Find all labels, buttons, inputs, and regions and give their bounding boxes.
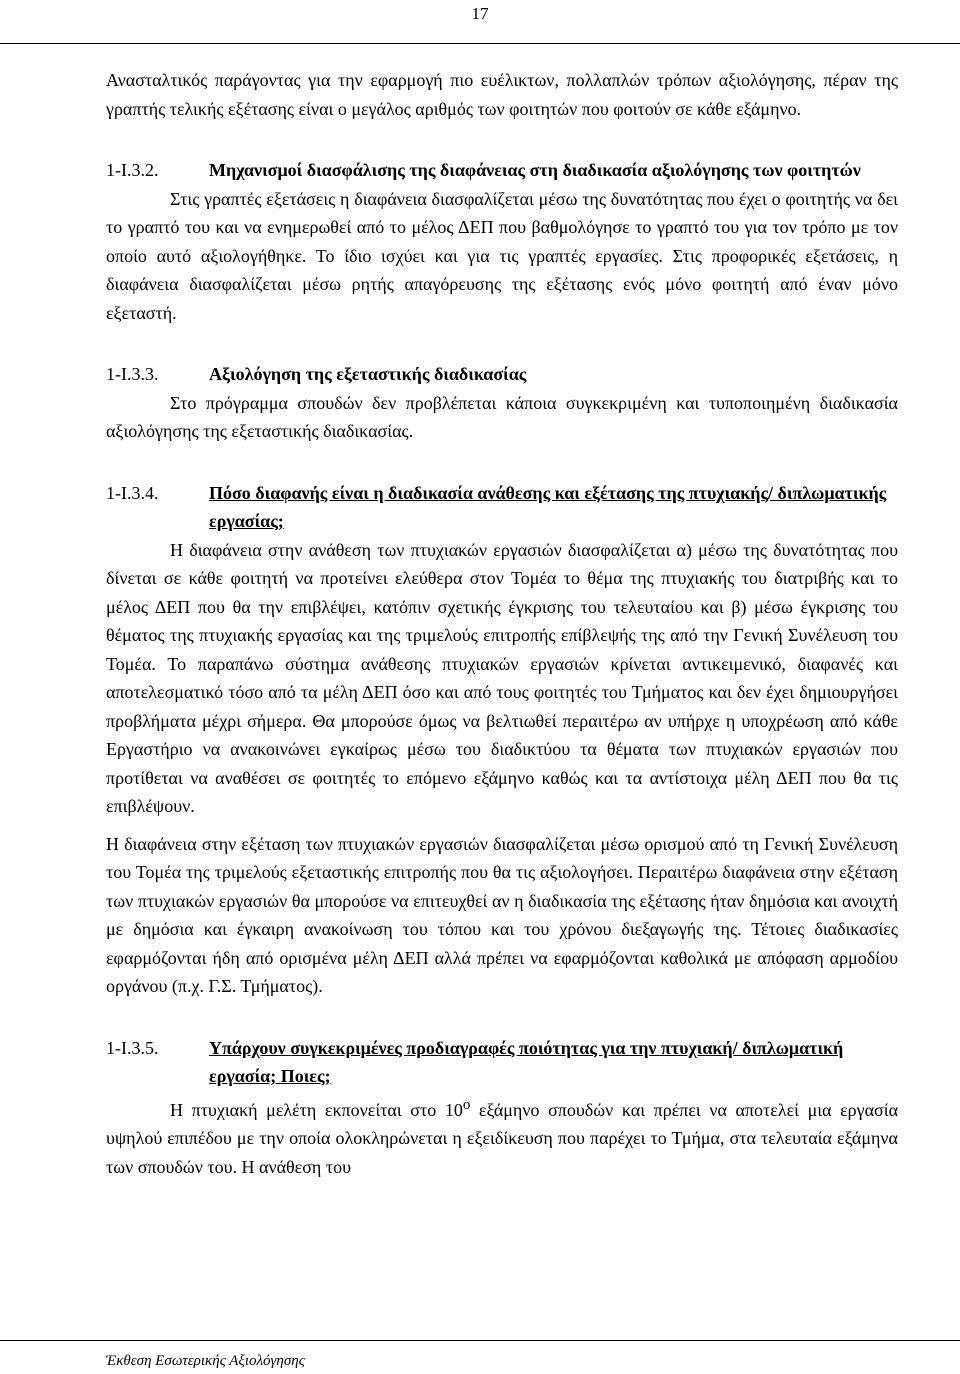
section-paragraph: Στις γραπτές εξετάσεις η διαφάνεια διασφαλίζεται μέσω της δυνατότητας που έχει ο φοιτητής να δει το γραπτό του και να ενημερωθεί από το μέλος ΔΕΠ που βαθμολόγησε το γραπτό του για τον τρόπο με τον οποίο αυτό αξιολογήθηκε. Το ίδιο ισχύει και για τις γραπτές εργασίες. Στις προφορικές εξετάσεις, η διαφάνεια διασφαλίζεται μέσω ρητής απαγόρευσης της εξέτασης ενός μόνο φοιτητή από έναν μόνο εξεταστή.	[106, 188, 898, 323]
section-title: Πόσο διαφανής είναι η διαδικασία ανάθεσης και εξέτασης της πτυχιακής/ διπλωματικής εργασίας;	[209, 482, 887, 531]
intro-paragraph: Ανασταλτικός παράγοντας για την εφαρμογή πιο ευέλικτων, πολλαπλών τρόπων αξιολόγησης, πέραν της γραπτής τελικής εξέτασης είναι ο μεγάλος αριθμός των φοιτητών που φοιτούν σε κάθε εξάμηνο.	[106, 70, 898, 119]
paragraph-text-start: Η πτυχιακή μελέτη εκπονείται στο 10	[170, 1099, 463, 1120]
section-heading	[106, 479, 898, 536]
section-heading	[106, 360, 898, 389]
section-heading	[106, 1034, 898, 1091]
section-title: Αξιολόγηση της εξεταστικής διαδικασίας	[209, 364, 527, 384]
section-paragraph: Στο πρόγραμμα σπουδών δεν προβλέπεται κάποια συγκεκριμένη και τυποποιημένη διαδικασία αξιολόγησης της εξεταστικής διαδικασίας.	[106, 392, 898, 441]
section-paragraph: Η διαφάνεια στην εξέταση των πτυχιακών εργασιών διασφαλίζεται μέσω ορισμού από τη Γενική Συνέλευση του Τομέα της τριμελούς εξεταστικής επιτροπής που θα τις αξιολογήσει. Περαιτέρω διαφάνεια στην εξέταση των πτυχιακών εργασιών θα μπορούσε να επιτευχθεί αν η διαδικασία της εξέτασης ήταν δημόσια και ανοιχτή με δημόσια και έγκαιρη ανακοίνωση του τόπου και του χρόνου διεξαγωγής της. Τέτοιες διαδικασίες εφαρμόζονται ήδη από ορισμένα μέλη ΔΕΠ αλλά πρέπει να εφαρμόζονται καθολικά με απόφαση αρμοδίου οργάνου (π.χ. Γ.Σ. Τμήματος).	[106, 833, 898, 996]
section-number: 1-Ι.3.5.	[106, 1037, 159, 1058]
section-1-3-2	[106, 156, 898, 327]
footer-divider	[0, 1340, 960, 1341]
superscript-ordinal: ο	[462, 1096, 471, 1113]
section-paragraph	[106, 1091, 898, 1182]
page-number: 17	[0, 0, 960, 44]
section-title: Υπάρχουν συγκεκριμένες προδιαγραφές ποιότητας για την πτυχιακή/ διπλωματική εργασία; Ποιες;	[209, 1037, 844, 1086]
section-title: Μηχανισμοί διασφάλισης της διαφάνειας στη διαδικασία αξιολόγησης των φοιτητών	[209, 160, 861, 180]
footer-text: Έκθεση Εσωτερικής Αξιολόγησης	[106, 1353, 305, 1369]
paragraph-text-end: εξάμηνο σπουδών και πρέπει να αποτελεί μια εργασία υψηλού επιπέδου με την οποία ολοκληρώνεται η εξειδίκευση που παρέχει το Τμήμα, στα τελευταία εξάμηνα των σπουδών του. Η ανάθεση του	[106, 1099, 898, 1177]
section-1-3-4	[106, 479, 898, 1001]
section-heading	[106, 156, 898, 185]
section-paragraph: Η διαφάνεια στην ανάθεση των πτυχιακών εργασιών διασφαλίζεται α) μέσω της δυνατότητας που δίνεται σε κάθε φοιτητή να προτείνει ελεύθερα στον Τομέα το θέμα της πτυχιακής του διατριβής και το μέλος ΔΕΠ που θα την επιβλέψει, κατόπιν σχετικής έγκρισης του τελευταίου και β) μέσω έγκρισης του θέματος της πτυχιακής εργασίας και της τριμελούς επιτροπής επίβλεψής της από την Γενική Συνέλευση του Τομέα. Το παραπάνω σύστημα ανάθεσης πτυχιακών εργασιών κρίνεται αντικειμενικό, διαφανές και αποτελεσματικό τόσο από τα μέλη ΔΕΠ όσο και από τους φοιτητές του Τμήματος και δεν έχει δημιουργήσει προβλήματα μέχρι σήμερα. Θα μπορούσε όμως να βελτιωθεί περαιτέρω αν υπήρχε η υποχρέωση από κάθε Εργαστήριο να ανακοινώνει εγκαίρως μέσω του διαδικτύου τα θέματα των πτυχιακών εργασιών που προτίθεται να αναθέσει σε φοιτητές το επόμενο εξάμηνο καθώς και τα αντίστοιχα μέλη ΔΕΠ που θα τις επιβλέψουν.	[106, 539, 898, 816]
section-number: 1-Ι.3.3.	[106, 364, 159, 384]
page-body	[106, 66, 898, 1181]
section-1-3-5	[106, 1034, 898, 1182]
section-1-3-3	[106, 360, 898, 446]
section-number: 1-Ι.3.4.	[106, 482, 159, 503]
section-number: 1-Ι.3.2.	[106, 160, 159, 180]
